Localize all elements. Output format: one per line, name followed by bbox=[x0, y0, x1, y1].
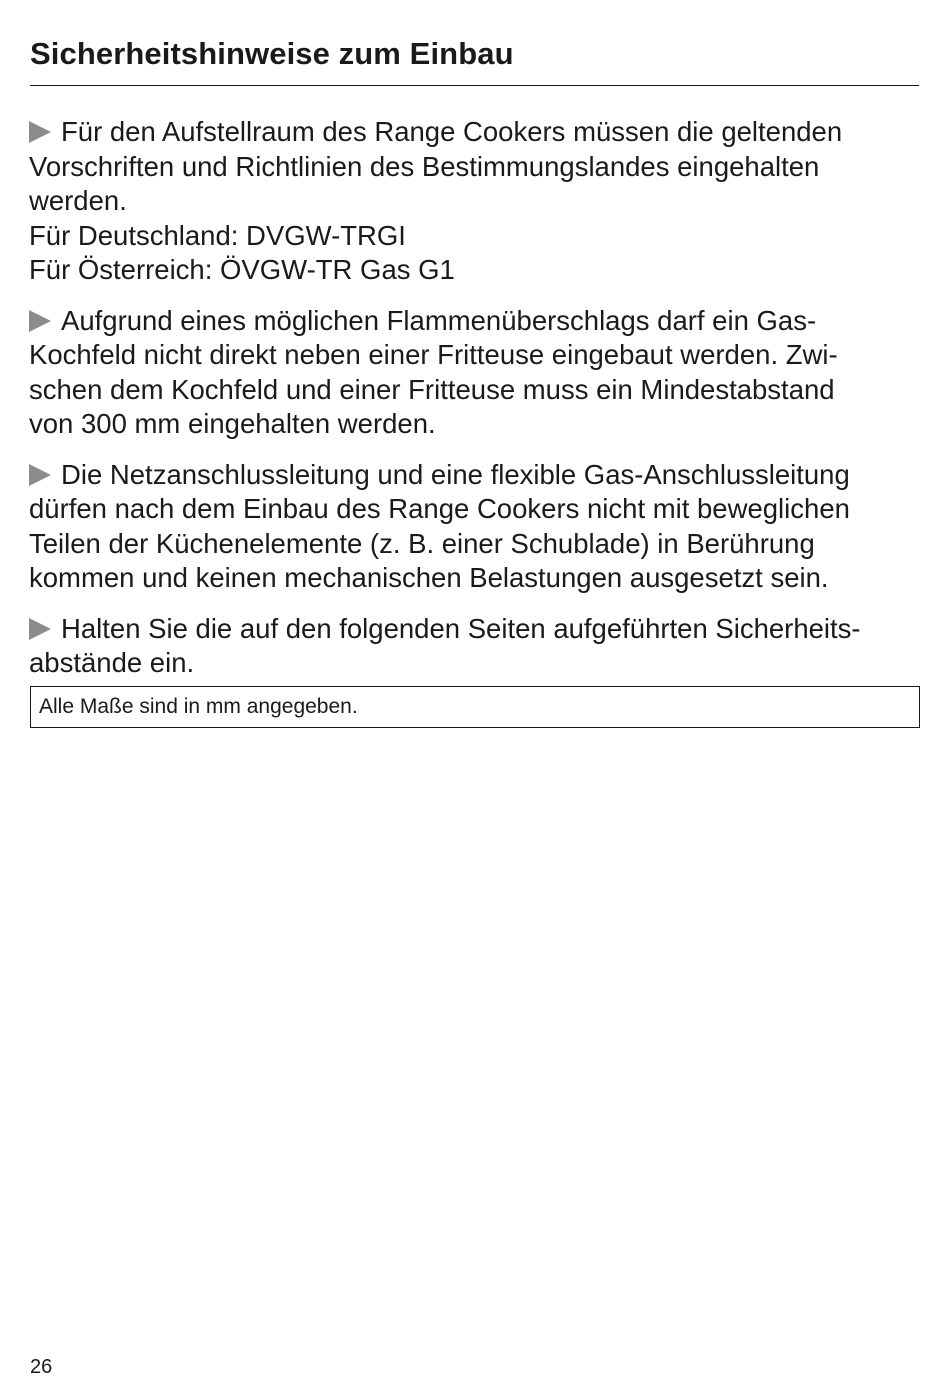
instruction-line: Für Österreich: ÖVGW-TR Gas G1 bbox=[29, 254, 455, 285]
instruction-line: von 300 mm eingehalten werden. bbox=[29, 408, 436, 439]
instruction-line: Die Netzanschlussleitung und eine flexible Gas-Anschlussleitung bbox=[61, 458, 850, 490]
triangle-right-icon bbox=[29, 464, 51, 486]
measurement-note: Alle Maße sind in mm angegeben. bbox=[30, 686, 920, 728]
triangle-right-icon bbox=[29, 618, 51, 640]
instruction-line: Für Deutschland: DVGW-TRGI bbox=[29, 219, 406, 251]
instruction-line: Vorschriften und Richtlinien des Bestimmungslandes eingehalten bbox=[29, 150, 820, 182]
instruction-line: werden. bbox=[29, 185, 127, 216]
instruction-line: kommen und keinen mechanischen Belastungen ausgesetzt sein. bbox=[29, 562, 829, 593]
instruction-line: Aufgrund eines möglichen Flammenüberschlags darf ein Gas- bbox=[61, 304, 817, 336]
instruction-line: Kochfeld nicht direkt neben einer Fritteuse eingebaut werden. Zwi- bbox=[29, 339, 838, 370]
instruction-line: Für den Aufstellraum des Range Cookers müssen die geltenden bbox=[61, 116, 843, 147]
instruction-paragraph bbox=[29, 458, 924, 596]
instruction-paragraph bbox=[29, 304, 924, 442]
instruction-paragraph bbox=[29, 612, 924, 681]
instruction-line: schen dem Kochfeld und einer Fritteuse muss ein Mindestabstand bbox=[29, 373, 835, 405]
triangle-right-icon bbox=[29, 310, 51, 332]
page-title: Sicherheitshinweise zum Einbau bbox=[30, 36, 514, 71]
instruction-paragraph bbox=[29, 115, 924, 288]
instruction-line: abstände ein. bbox=[29, 647, 195, 678]
instruction-line: dürfen nach dem Einbau des Range Cookers nicht mit beweglichen bbox=[29, 493, 850, 524]
safety-instructions bbox=[29, 115, 924, 697]
page-number: 26 bbox=[30, 1356, 53, 1378]
instruction-line: Halten Sie die auf den folgenden Seiten aufgeführten Sicherheits- bbox=[61, 612, 861, 644]
title-divider bbox=[30, 85, 919, 86]
triangle-right-icon bbox=[29, 121, 51, 143]
instruction-line: Teilen der Küchenelemente (z. B. einer Schublade) in Berührung bbox=[29, 527, 815, 559]
